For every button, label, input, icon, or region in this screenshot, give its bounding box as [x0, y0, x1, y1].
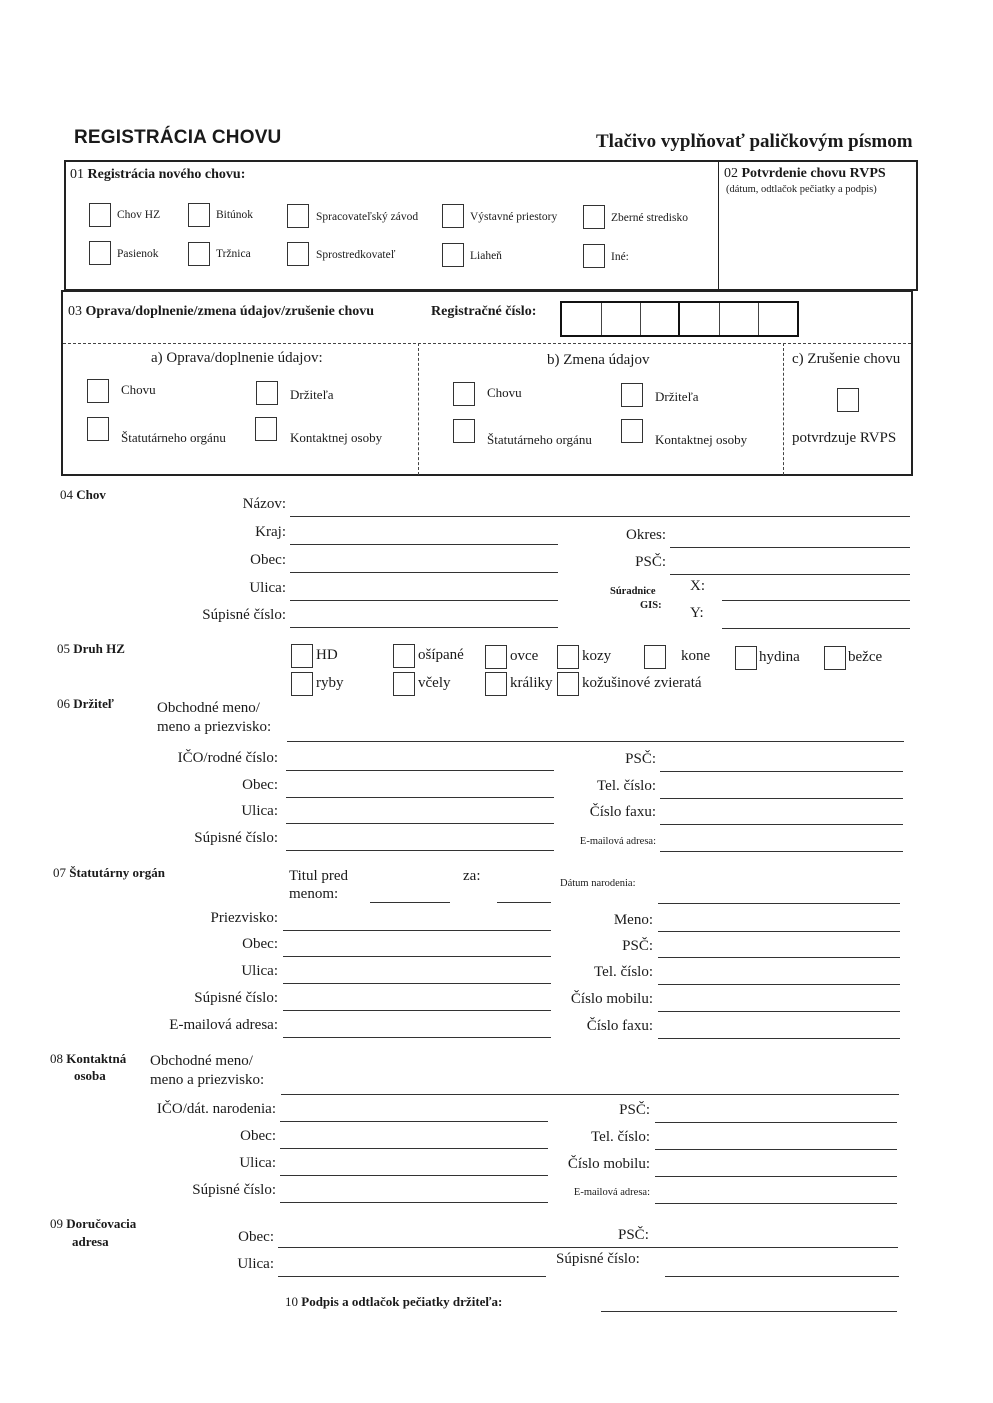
section-07-heading	[53, 865, 165, 881]
statutar-obec-input[interactable]	[283, 937, 551, 957]
field-label: PSČ:	[625, 751, 656, 767]
dorucovacia-supisne-cislo-input[interactable]	[665, 1257, 899, 1277]
checkbox-zmena-kontaktnej-osoby[interactable]	[621, 419, 643, 443]
field-label: Kraj:	[255, 524, 286, 540]
drzitel-fax-input[interactable]	[660, 805, 903, 825]
checkbox-label: kone	[681, 648, 711, 664]
section-01-title: Registrácia nového chovu:	[87, 167, 246, 182]
section-06-heading	[57, 696, 114, 712]
checkbox-label: Výstavné priestory	[470, 211, 558, 223]
checkbox-oprava-chovu[interactable]	[87, 379, 109, 403]
section-06-number: 06	[57, 696, 70, 711]
section-03a-title: a) Oprava/doplnenie údajov:	[151, 350, 323, 366]
section-08-title-2: osoba	[74, 1068, 106, 1083]
field-label: Súpisné číslo:	[192, 1182, 276, 1198]
form-instruction: Tlačivo vyplňovať paličkovým písmom	[596, 131, 913, 152]
checkbox-osipane[interactable]	[393, 644, 415, 668]
field-label: E-mailová adresa:	[579, 836, 656, 847]
checkbox-traznica[interactable]	[188, 242, 210, 266]
field-label: Titul pred	[289, 868, 349, 884]
section-03-title: Oprava/doplnenie/zmena údajov/zrušenie chovu	[85, 304, 375, 319]
section-04-heading	[60, 487, 106, 503]
field-label: PSČ:	[614, 1227, 653, 1244]
statutar-ulica-input[interactable]	[283, 964, 551, 984]
field-label: Dátum narodenia:	[560, 878, 636, 889]
field-label: meno a priezvisko:	[150, 1072, 265, 1088]
section-02-heading	[724, 166, 886, 182]
statutar-mobil-input[interactable]	[658, 992, 900, 1012]
field-label: Obec:	[242, 936, 278, 952]
checkbox-zrusenie-chovu[interactable]	[837, 388, 859, 412]
gis-y-input[interactable]	[722, 609, 910, 629]
section-10-number: 10	[285, 1294, 298, 1309]
checkbox-hd[interactable]	[291, 644, 313, 668]
section-08-number: 08	[50, 1051, 63, 1066]
section-04-number: 04	[60, 487, 73, 502]
field-label: Obchodné meno/	[157, 700, 260, 716]
reg-digit-4[interactable]	[680, 303, 720, 335]
field-label: Súpisné číslo:	[556, 1251, 640, 1267]
section-07-number: 07	[53, 865, 66, 880]
field-label: Priezvisko:	[210, 910, 278, 926]
checkbox-zmena-statutarneho-organu[interactable]	[453, 419, 475, 443]
field-label: PSČ:	[622, 938, 653, 954]
kontakt-ulica-input[interactable]	[280, 1156, 548, 1176]
checkbox-label: kozy	[582, 648, 612, 664]
checkbox-label: HD	[316, 647, 338, 663]
section-09-title: Doručovacia	[66, 1216, 137, 1231]
section-05-title: Druh HZ	[73, 641, 125, 656]
section-04-title: Chov	[76, 487, 106, 502]
field-label: X:	[690, 578, 705, 594]
drzitel-meno-input[interactable]	[287, 722, 904, 742]
field-label: Obec:	[240, 1128, 276, 1144]
checkbox-oprava-drzitela[interactable]	[256, 381, 278, 405]
registration-number-field[interactable]	[560, 301, 799, 337]
drzitel-ulica-input[interactable]	[286, 804, 554, 824]
section-02-title: Potvrdenie chovu RVPS	[741, 166, 886, 181]
checkbox-label: Iné:	[611, 251, 629, 263]
field-label: menom:	[289, 886, 339, 902]
reg-digit-3[interactable]	[640, 303, 680, 335]
field-label: Ulica:	[241, 803, 278, 819]
kontakt-meno-input[interactable]	[281, 1075, 899, 1095]
checkbox-label: včely	[418, 675, 451, 691]
checkbox-label: Držiteľa	[655, 389, 699, 404]
reg-digit-6[interactable]	[758, 303, 798, 335]
statutar-datum-narodenia-input[interactable]	[658, 884, 900, 904]
checkbox-label: Chov HZ	[117, 209, 161, 221]
section-10-title: Podpis a odtlačok pečiatky držiteľa:	[301, 1294, 503, 1309]
gis-x-input[interactable]	[722, 581, 910, 601]
checkbox-label: kožušinové zvieratá	[582, 675, 702, 691]
reg-digit-5[interactable]	[719, 303, 759, 335]
field-label: Ulica:	[241, 963, 278, 979]
kontakt-tel-input[interactable]	[655, 1130, 897, 1150]
kontakt-obec-input[interactable]	[280, 1129, 548, 1149]
dorucovacia-obec-input[interactable]	[278, 1228, 898, 1248]
field-label: Obchodné meno/	[150, 1053, 253, 1069]
checkbox-ryby[interactable]	[291, 672, 313, 696]
field-label: Súpisné číslo:	[194, 830, 278, 846]
checkbox-hydina[interactable]	[735, 646, 757, 670]
drzitel-psc-input[interactable]	[660, 752, 903, 772]
checkbox-label: Kontaktnej osoby	[655, 432, 748, 447]
field-label: PSČ:	[619, 1102, 650, 1118]
checkbox-label: Štatutárneho orgánu	[487, 432, 592, 447]
checkbox-label: Spracovateľský závod	[316, 211, 419, 223]
field-label: E-mailová adresa:	[573, 1187, 650, 1198]
section-05-heading	[57, 641, 125, 657]
section-09-title-2: adresa	[72, 1234, 109, 1249]
checkbox-label: Liaheň	[470, 250, 502, 262]
checkbox-label: Chovu	[121, 382, 156, 397]
section-02-number: 02	[724, 166, 738, 181]
checkbox-zberne-stredisko[interactable]	[583, 205, 605, 229]
field-label: Meno:	[613, 912, 653, 928]
checkbox-oprava-statutarneho-organu[interactable]	[87, 417, 109, 441]
checkbox-ine[interactable]	[583, 244, 605, 268]
checkbox-kone[interactable]	[644, 645, 666, 669]
section-divider	[718, 160, 719, 291]
field-label: Tel. číslo:	[591, 1129, 650, 1145]
checkbox-oprava-kontaktnej-osoby[interactable]	[255, 417, 277, 441]
registration-number-label: Registračné číslo:	[431, 304, 537, 319]
chov-kraj-input[interactable]	[290, 525, 558, 545]
checkbox-label: Zberné stredisko	[611, 212, 688, 224]
field-label: Obec:	[242, 777, 278, 793]
checkbox-label: ošípané	[418, 647, 464, 663]
drzitel-obec-input[interactable]	[286, 778, 554, 798]
statutar-meno-input[interactable]	[658, 912, 900, 932]
field-label: Súpisné číslo:	[194, 990, 278, 1006]
field-label: Názov:	[242, 496, 286, 512]
section-03b-title: b) Zmena údajov	[547, 352, 650, 368]
confirm-label: potvrdzuje RVPS	[792, 430, 897, 446]
podpis-input[interactable]	[601, 1292, 897, 1312]
chov-supisne-cislo-input[interactable]	[290, 608, 558, 628]
checkbox-bitunok[interactable]	[188, 203, 210, 227]
field-label: Y:	[690, 605, 704, 621]
field-label: Ulica:	[249, 580, 286, 596]
drzitel-supisne-cislo-input[interactable]	[286, 831, 554, 851]
field-label: E-mailová adresa:	[169, 1017, 278, 1033]
section-01-heading	[70, 167, 245, 183]
section-07-title: Štatutárny orgán	[69, 865, 165, 880]
kontakt-mobil-input[interactable]	[655, 1157, 897, 1177]
statutar-fax-input[interactable]	[658, 1019, 900, 1039]
chov-nazov-input[interactable]	[290, 497, 910, 517]
section-09-number: 09	[50, 1216, 63, 1231]
checkbox-kozy[interactable]	[557, 645, 579, 669]
checkbox-kozusinove-zvierata[interactable]	[557, 672, 579, 696]
checkbox-label: Pasienok	[117, 248, 159, 260]
checkbox-label: ovce	[510, 648, 539, 664]
field-label: Okres:	[626, 527, 666, 543]
section-03-heading	[68, 304, 374, 320]
checkbox-liahen[interactable]	[442, 243, 464, 267]
section-03-number: 03	[68, 304, 82, 319]
titul-za-input[interactable]	[497, 883, 551, 903]
checkbox-bezce[interactable]	[824, 646, 846, 670]
checkbox-label: Držiteľa	[290, 387, 334, 402]
checkbox-kraliky[interactable]	[485, 672, 507, 696]
checkbox-pasienok[interactable]	[89, 241, 111, 265]
checkbox-label: Bitúnok	[216, 209, 254, 221]
dorucovacia-ulica-input[interactable]	[278, 1257, 546, 1277]
gis-label: Súradnice	[610, 586, 656, 597]
section-05-number: 05	[57, 641, 70, 656]
statutar-tel-input[interactable]	[658, 965, 900, 985]
titul-pred-input[interactable]	[370, 883, 450, 903]
checkbox-label: ryby	[316, 675, 344, 691]
section-09-heading	[50, 1216, 136, 1232]
field-label: IČO/dát. narodenia:	[156, 1101, 276, 1117]
gis-label: GIS:	[640, 600, 662, 611]
statutar-email-input[interactable]	[283, 1018, 551, 1038]
checkbox-label: Kontaktnej osoby	[290, 430, 383, 445]
section-03c-title: c) Zrušenie chovu	[792, 351, 901, 367]
checkbox-vystavne-priestory[interactable]	[442, 204, 464, 228]
field-label: Ulica:	[239, 1155, 276, 1171]
kontakt-ico-input[interactable]	[280, 1102, 548, 1122]
kontakt-email-input[interactable]	[655, 1184, 897, 1204]
chov-ulica-input[interactable]	[290, 581, 558, 601]
statutar-priezvisko-input[interactable]	[283, 911, 551, 931]
drzitel-tel-input[interactable]	[660, 779, 903, 799]
checkbox-zmena-drzitela[interactable]	[621, 383, 643, 407]
checkbox-label: králiky	[510, 675, 553, 691]
checkbox-ovce[interactable]	[485, 645, 507, 669]
chov-okres-input[interactable]	[670, 528, 910, 548]
reg-digit-2[interactable]	[601, 303, 641, 335]
checkbox-chov-hz[interactable]	[89, 203, 111, 227]
reg-digit-1[interactable]	[562, 303, 602, 335]
kontakt-supisne-cislo-input[interactable]	[280, 1183, 548, 1203]
field-label: Tel. číslo:	[597, 778, 656, 794]
field-label: Tel. číslo:	[594, 964, 653, 980]
section-08-title: Kontaktná	[66, 1051, 127, 1066]
checkbox-spracovatelsky-zavod[interactable]	[287, 204, 309, 228]
dashed-divider	[783, 343, 784, 475]
checkbox-label: hydina	[759, 649, 800, 665]
checkbox-label: bežce	[848, 649, 883, 665]
field-label: meno a priezvisko:	[157, 719, 272, 735]
field-label: PSČ:	[635, 554, 666, 570]
field-label: Číslo faxu:	[589, 804, 656, 820]
field-label: Číslo mobilu:	[570, 991, 653, 1007]
section-08-heading	[50, 1051, 126, 1067]
dashed-divider	[418, 343, 419, 475]
field-label: Ulica:	[237, 1256, 274, 1272]
field-label: Číslo mobilu:	[567, 1156, 650, 1172]
checkbox-zmena-chovu[interactable]	[453, 382, 475, 406]
field-label: za:	[463, 868, 481, 884]
checkbox-label: Chovu	[487, 385, 522, 400]
section-01-number: 01	[70, 167, 84, 182]
section-06-title: Držiteľ	[73, 696, 114, 711]
form-title: REGISTRÁCIA CHOVU	[74, 127, 282, 148]
checkbox-sprostredkovatel[interactable]	[287, 242, 309, 266]
field-label: Obec:	[250, 552, 286, 568]
drzitel-email-input[interactable]	[660, 832, 903, 852]
drzitel-ico-input[interactable]	[286, 751, 554, 771]
field-label: Číslo faxu:	[586, 1018, 653, 1034]
field-label: Súpisné číslo:	[202, 607, 286, 623]
checkbox-label: Štatutárneho orgánu	[121, 430, 226, 445]
kontakt-psc-input[interactable]	[655, 1103, 897, 1123]
section-10-heading	[285, 1294, 502, 1310]
chov-obec-input[interactable]	[290, 553, 558, 573]
checkbox-vcely[interactable]	[393, 672, 415, 696]
checkbox-label: Sprostredkovateľ	[316, 249, 396, 261]
statutar-supisne-cislo-input[interactable]	[283, 991, 551, 1011]
field-label: IČO/rodné číslo:	[177, 750, 278, 766]
checkbox-label: Tržnica	[216, 248, 251, 260]
field-label: Obec:	[238, 1229, 274, 1245]
statutar-psc-input[interactable]	[658, 938, 900, 958]
chov-psc-input[interactable]	[670, 555, 910, 575]
section-02-note: (dátum, odtlačok pečiatky a podpis)	[726, 184, 877, 195]
